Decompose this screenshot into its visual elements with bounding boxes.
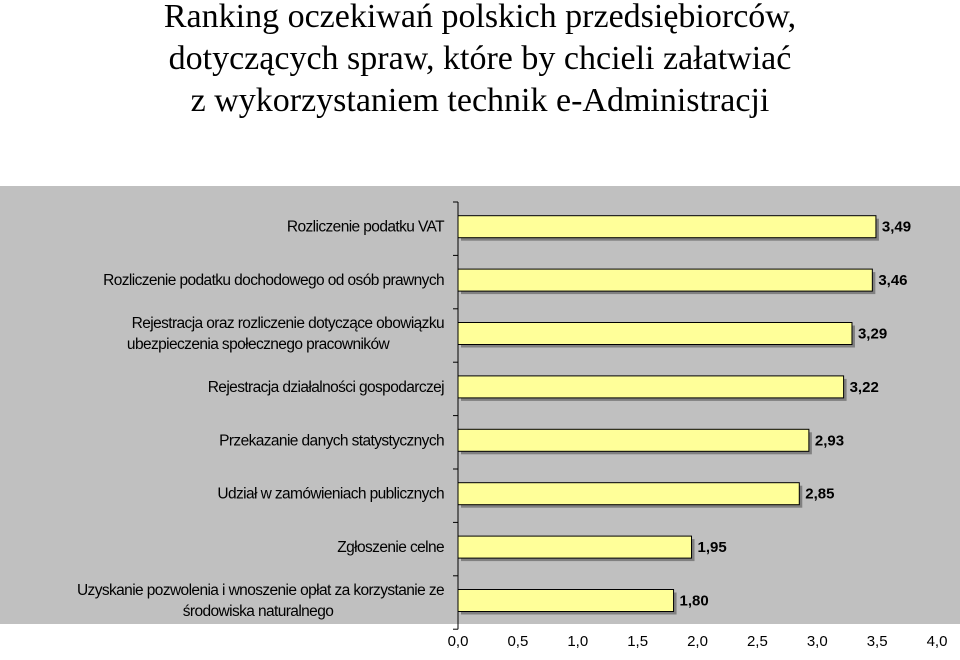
bar [458, 429, 809, 451]
x-tick-label: 3,0 [806, 633, 828, 650]
data-label: 2,93 [814, 432, 845, 450]
category-label: Zgłoszenie celne [337, 539, 444, 557]
bar [458, 376, 844, 398]
data-label: 3,46 [878, 272, 908, 290]
category-label: ubezpieczenia społecznego pracowników [126, 336, 390, 353]
bar [458, 216, 876, 238]
bar [458, 483, 799, 505]
x-tick-label: 1,5 [627, 633, 649, 650]
category-label: środowiska naturalnego [182, 603, 334, 620]
category-label: Rejestracja oraz rozliczenie dotyczące obowiązku [131, 315, 444, 332]
data-label: 2,85 [805, 485, 835, 503]
category-label: Przekazanie danych statystycznych [219, 432, 444, 450]
data-label: 1,95 [697, 539, 727, 557]
data-label: 3,29 [857, 325, 888, 343]
category-label: Rejestracja działalności gospodarczej [207, 378, 444, 396]
chart-title-line-3: z wykorzystaniem technik e-Administracji [190, 82, 770, 119]
bar [458, 536, 692, 558]
chart-title-line-1: Ranking oczekiwań polskich przedsiębiorców, [163, 0, 797, 35]
x-tick-label: 0,0 [447, 633, 469, 650]
chart-title-line-2: dotyczących spraw, które by chcieli załatwiać [168, 40, 792, 77]
x-tick-label: 4,0 [926, 633, 948, 650]
data-label: 3,22 [849, 378, 879, 396]
category-label: Uzyskanie pozwolenia i wnoszenie opłat za korzystanie ze [76, 582, 444, 599]
category-label: Rozliczenie podatku dochodowego od osób prawnych [103, 272, 444, 290]
data-label: 3,49 [881, 218, 912, 236]
category-label: Rozliczenie podatku VAT [286, 218, 444, 236]
bar [458, 323, 852, 345]
x-tick-label: 2,0 [687, 633, 708, 650]
x-tick-label: 1,0 [567, 633, 589, 650]
bar [458, 590, 674, 612]
category-label: Udział w zamówieniach publicznych [217, 485, 444, 503]
bar [458, 269, 872, 291]
x-tick-label: 3,5 [866, 633, 888, 650]
data-label: 1,80 [679, 592, 709, 610]
x-tick-label: 2,5 [746, 633, 768, 650]
x-tick-label: 0,5 [507, 633, 529, 650]
